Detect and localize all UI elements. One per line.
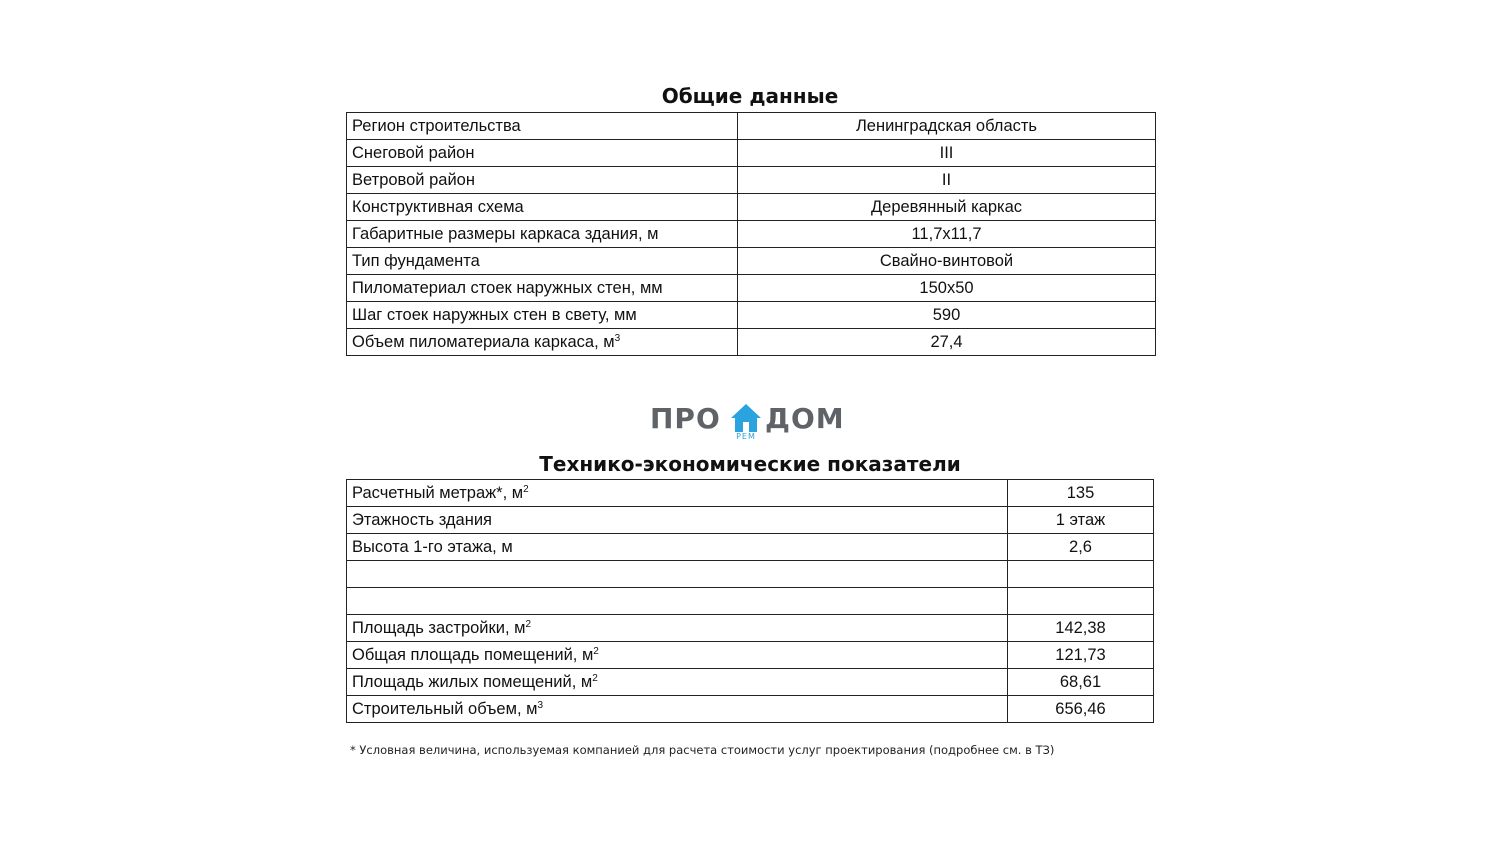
table-row (347, 534, 1154, 561)
table-row (347, 480, 1154, 507)
row-label (347, 588, 1008, 615)
row-value: 2,6 (1008, 534, 1154, 561)
row-value (1008, 588, 1154, 615)
house-icon (730, 402, 762, 436)
row-value: 1 этаж (1008, 507, 1154, 534)
tech-indicators-title: Технико-экономические показатели (539, 452, 961, 476)
table-row (347, 302, 1156, 329)
table-row (347, 329, 1156, 356)
logo-text-right: ДОМ (765, 402, 845, 435)
row-label: Габаритные размеры каркаса здания, м (347, 221, 738, 248)
row-label-text: Строительный объем, м (352, 699, 538, 718)
logo-text-left: ПРО (650, 402, 721, 435)
row-label: Шаг стоек наружных стен в свету, мм (347, 302, 738, 329)
table-row (347, 588, 1154, 615)
row-label: Ветровой район (347, 167, 738, 194)
table-row (347, 615, 1154, 642)
general-data-table (346, 112, 1156, 356)
row-label: Пиломатериал стоек наружных стен, мм (347, 275, 738, 302)
row-value: 590 (738, 302, 1156, 329)
table-row (347, 167, 1156, 194)
unit-exponent: 3 (614, 332, 621, 344)
row-value (1008, 561, 1154, 588)
row-label-text: Площадь жилых помещений, м (352, 672, 593, 691)
row-label (347, 561, 1008, 588)
row-label (347, 615, 1008, 642)
table-row (347, 113, 1156, 140)
table-row (347, 669, 1154, 696)
tech-indicators-table (346, 479, 1154, 723)
row-value: 135 (1008, 480, 1154, 507)
row-label (347, 642, 1008, 669)
footnote: * Условная величина, используемая компанией для расчета стоимости услуг проектирования (подробнее см. в ТЗ) (350, 743, 1055, 757)
table-row (347, 642, 1154, 669)
row-label: Тип фундамента (347, 248, 738, 275)
unit-exponent: 2 (592, 672, 598, 684)
table-row (347, 140, 1156, 167)
unit-exponent: 2 (593, 645, 599, 657)
row-label (347, 480, 1008, 507)
row-label-text: Объем пиломатериала каркаса, м (352, 332, 615, 351)
table-row (347, 194, 1156, 221)
row-value: III (738, 140, 1156, 167)
row-label-text: Общая площадь помещений, м (352, 645, 594, 664)
table-row (347, 275, 1156, 302)
table-row (347, 221, 1156, 248)
row-value: 142,38 (1008, 615, 1154, 642)
row-value: 27,4 (738, 329, 1156, 356)
row-label-text: Расчетный метраж*, м (352, 483, 524, 502)
row-value: 656,46 (1008, 696, 1154, 723)
logo-subtext: РЕМ (736, 432, 756, 441)
row-value: Деревянный каркас (738, 194, 1156, 221)
row-label: Регион строительства (347, 113, 738, 140)
row-label: Снеговой район (347, 140, 738, 167)
row-label (347, 696, 1008, 723)
general-data-title: Общие данные (661, 84, 839, 108)
unit-exponent: 2 (523, 483, 529, 495)
row-label (347, 329, 738, 356)
row-label-text: Площадь застройки, м (352, 618, 526, 637)
unit-exponent: 3 (537, 699, 544, 711)
row-value: II (738, 167, 1156, 194)
row-label: Конструктивная схема (347, 194, 738, 221)
table-row (347, 248, 1156, 275)
row-value: 68,61 (1008, 669, 1154, 696)
brand-logo (650, 400, 850, 445)
row-label: Высота 1-го этажа, м (347, 534, 1008, 561)
row-value: 11,7x11,7 (738, 221, 1156, 248)
row-label (347, 669, 1008, 696)
table-row (347, 507, 1154, 534)
row-label: Этажность здания (347, 507, 1008, 534)
row-value: Свайно-винтовой (738, 248, 1156, 275)
table-row (347, 696, 1154, 723)
row-value: 150x50 (738, 275, 1156, 302)
unit-exponent: 2 (525, 618, 532, 630)
row-value: 121,73 (1008, 642, 1154, 669)
row-value: Ленинградская область (738, 113, 1156, 140)
table-row (347, 561, 1154, 588)
